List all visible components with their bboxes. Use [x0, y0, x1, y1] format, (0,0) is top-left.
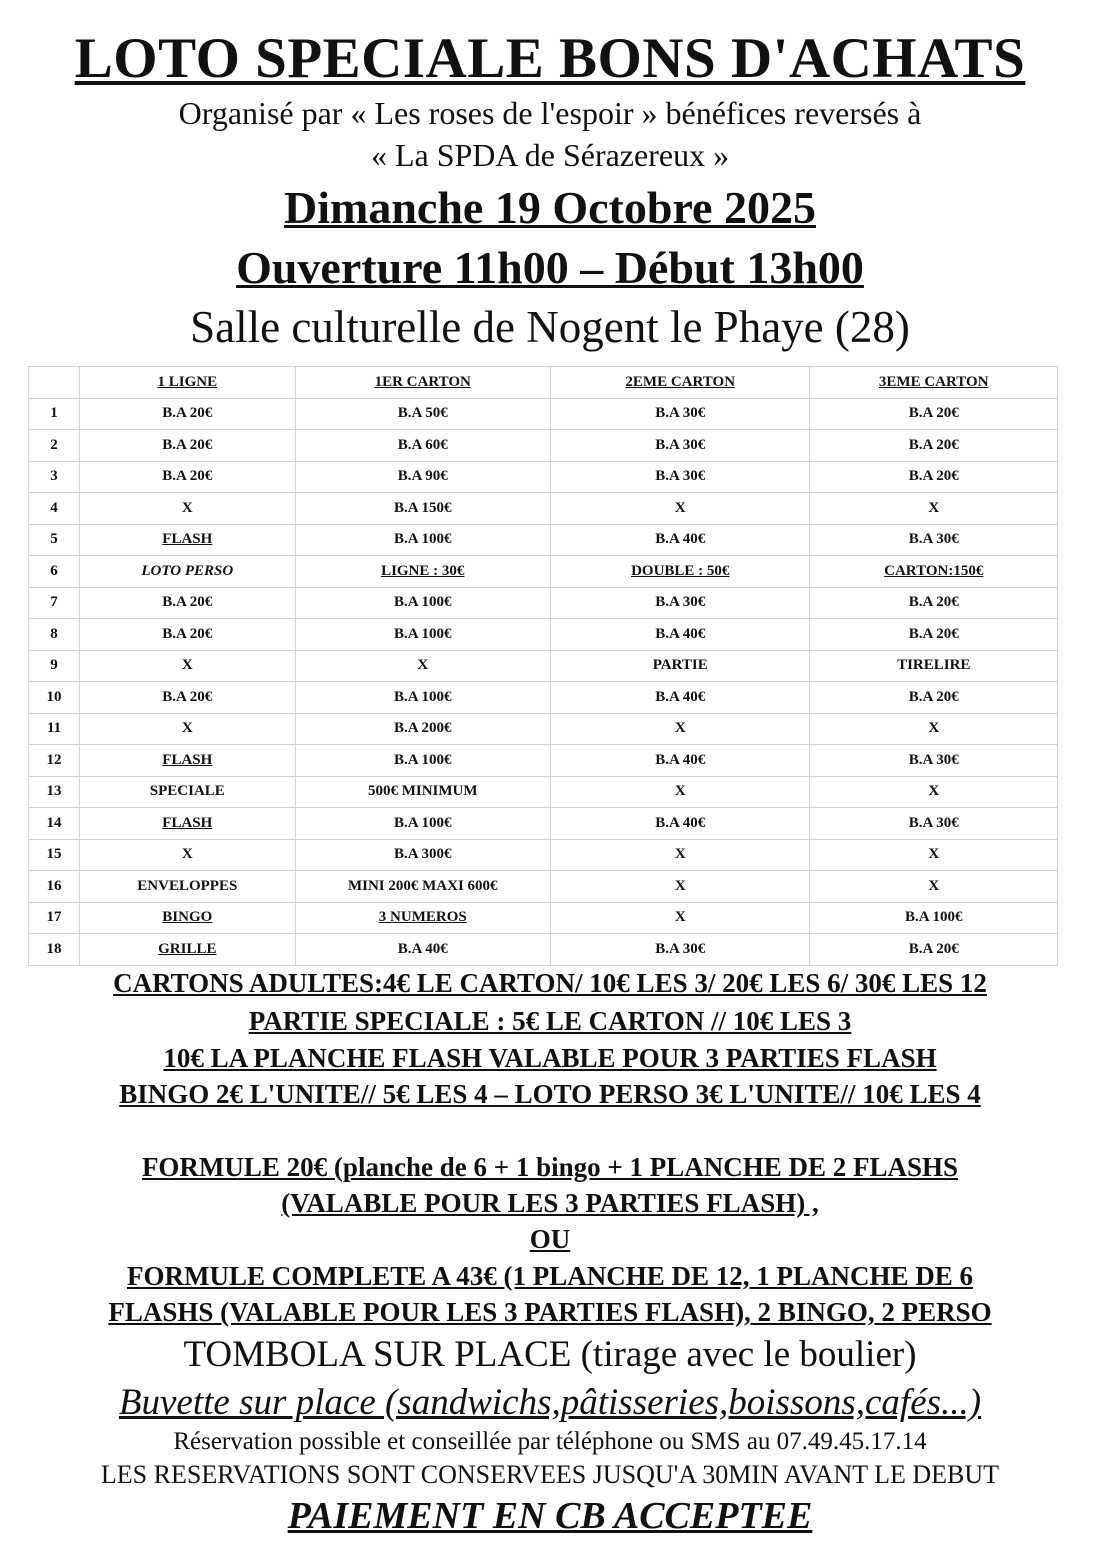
- prize-cell: B.A 90€: [295, 461, 550, 493]
- prize-cell: GRILLE: [80, 934, 295, 966]
- organiser-line-1: Organisé par « Les roses de l'espoir » bénéfices reversés à: [178, 95, 922, 131]
- table-row: [29, 650, 1058, 682]
- prize-cell: X: [295, 650, 550, 682]
- event-venue: Salle culturelle de Nogent le Phaye (28): [190, 302, 910, 352]
- prize-cell: B.A 40€: [295, 934, 550, 966]
- reservation-note: LES RESERVATIONS SONT CONSERVEES JUSQU'A 30MIN AVANT LE DEBUT: [100, 1460, 1000, 1489]
- prize-cell: B.A 20€: [810, 682, 1058, 714]
- prize-cell: B.A 30€: [810, 745, 1058, 777]
- table-header-cell: 1ER CARTON: [295, 367, 550, 399]
- table-row: [29, 713, 1058, 745]
- prize-cell: B.A 40€: [550, 524, 810, 556]
- prize-cell: B.A 60€: [295, 430, 550, 462]
- prize-cell: B.A 30€: [550, 461, 810, 493]
- game-number-cell: 18: [29, 934, 80, 966]
- prize-cell: X: [550, 493, 810, 525]
- table-header-cell: 2EME CARTON: [550, 367, 810, 399]
- prize-cell: CARTON:150€: [810, 556, 1058, 588]
- game-number-cell: 4: [29, 493, 80, 525]
- prize-cell: B.A 20€: [810, 619, 1058, 651]
- formula-or: OU: [529, 1224, 571, 1254]
- game-number-cell: 9: [29, 650, 80, 682]
- game-number-cell: 1: [29, 398, 80, 430]
- prize-cell: B.A 30€: [550, 430, 810, 462]
- game-number-cell: 8: [29, 619, 80, 651]
- prize-cell: X: [550, 839, 810, 871]
- prize-cell: B.A 50€: [295, 398, 550, 430]
- table-header-cell: [29, 367, 80, 399]
- prize-cell: B.A 100€: [295, 524, 550, 556]
- prize-cell: B.A 150€: [295, 493, 550, 525]
- prize-cell: B.A 20€: [810, 934, 1058, 966]
- game-number-cell: 5: [29, 524, 80, 556]
- prize-cell: B.A 40€: [550, 619, 810, 651]
- prize-cell: B.A 20€: [80, 619, 295, 651]
- prize-cell: BINGO: [80, 902, 295, 934]
- game-number-cell: 6: [29, 556, 80, 588]
- formula-complete-line-1: FORMULE COMPLETE A 43€ (1 PLANCHE DE 12, 1 PLANCHE DE 6: [126, 1261, 974, 1291]
- prize-cell: B.A 20€: [810, 587, 1058, 619]
- prize-cell: B.A 20€: [80, 587, 295, 619]
- table-row: [29, 398, 1058, 430]
- game-number-cell: 17: [29, 902, 80, 934]
- prize-cell: LOTO PERSO: [80, 556, 295, 588]
- table-row: [29, 619, 1058, 651]
- prize-cell: B.A 100€: [295, 587, 550, 619]
- prize-cell: B.A 100€: [295, 682, 550, 714]
- table-row: [29, 524, 1058, 556]
- prize-cell: TIRELIRE: [810, 650, 1058, 682]
- formula-complete-line-2: FLASHS (VALABLE POUR LES 3 PARTIES FLASH), 2 BINGO, 2 PERSO: [108, 1297, 992, 1327]
- pricing-line-flash: 10€ LA PLANCHE FLASH VALABLE POUR 3 PARTIES FLASH: [163, 1043, 937, 1073]
- prize-cell: B.A 30€: [810, 524, 1058, 556]
- game-number-cell: 10: [29, 682, 80, 714]
- prize-cell: B.A 40€: [550, 808, 810, 840]
- prize-cell: B.A 20€: [80, 461, 295, 493]
- prize-cell: B.A 30€: [550, 934, 810, 966]
- prize-cell: FLASH: [80, 808, 295, 840]
- prize-cell: X: [550, 776, 810, 808]
- prize-cell: B.A 30€: [550, 398, 810, 430]
- tombola-text: TOMBOLA SUR PLACE (tirage avec le boulier): [183, 1334, 917, 1375]
- prize-cell: B.A 30€: [810, 808, 1058, 840]
- prize-cell: X: [550, 902, 810, 934]
- table-row: [29, 493, 1058, 525]
- prize-cell: B.A 20€: [80, 430, 295, 462]
- table-row: [29, 808, 1058, 840]
- table-row: [29, 902, 1058, 934]
- prize-cell: B.A 300€: [295, 839, 550, 871]
- game-number-cell: 15: [29, 839, 80, 871]
- table-row: [29, 556, 1058, 588]
- reservation-text: Réservation possible et conseillée par téléphone ou SMS au 07.49.45.17.14: [173, 1428, 927, 1455]
- table-row: [29, 839, 1058, 871]
- prize-cell: B.A 100€: [295, 745, 550, 777]
- prize-cell: B.A 20€: [80, 398, 295, 430]
- prize-cell: B.A 40€: [550, 682, 810, 714]
- prize-cell: DOUBLE : 50€: [550, 556, 810, 588]
- prize-cell: PARTIE: [550, 650, 810, 682]
- formula-20-line-2: (VALABLE POUR LES 3 PARTIES FLASH) ,: [281, 1188, 819, 1218]
- event-hours: Ouverture 11h00 – Début 13h00: [236, 242, 864, 293]
- table-row: [29, 871, 1058, 903]
- prize-table: [28, 366, 1058, 966]
- prize-cell: B.A 100€: [810, 902, 1058, 934]
- prize-cell: X: [810, 713, 1058, 745]
- prize-cell: X: [80, 493, 295, 525]
- game-number-cell: 14: [29, 808, 80, 840]
- event-date: Dimanche 19 Octobre 2025: [284, 182, 816, 233]
- prize-cell: X: [810, 839, 1058, 871]
- prize-cell: X: [810, 493, 1058, 525]
- buvette-text: Buvette sur place (sandwichs,pâtisseries,boissons,cafés...): [118, 1382, 982, 1423]
- table-row: [29, 682, 1058, 714]
- prize-cell: FLASH: [80, 745, 295, 777]
- prize-cell: X: [550, 871, 810, 903]
- prize-cell: B.A 20€: [810, 461, 1058, 493]
- prize-cell: FLASH: [80, 524, 295, 556]
- table-header-cell: 1 LIGNE: [80, 367, 295, 399]
- prize-cell: B.A 20€: [80, 682, 295, 714]
- payment-text: PAIEMENT EN CB ACCEPTEE: [287, 1495, 813, 1537]
- prize-cell: B.A 200€: [295, 713, 550, 745]
- prize-cell: 3 NUMEROS: [295, 902, 550, 934]
- prize-cell: X: [80, 650, 295, 682]
- table-header-cell: 3EME CARTON: [810, 367, 1058, 399]
- prize-cell: X: [550, 713, 810, 745]
- table-row: [29, 776, 1058, 808]
- prize-cell: MINI 200€ MAXI 600€: [295, 871, 550, 903]
- game-number-cell: 2: [29, 430, 80, 462]
- prize-cell: 500€ MINIMUM: [295, 776, 550, 808]
- prize-cell: X: [80, 839, 295, 871]
- prize-cell: X: [80, 713, 295, 745]
- table-row: [29, 934, 1058, 966]
- game-number-cell: 11: [29, 713, 80, 745]
- pricing-line-special-game: PARTIE SPECIALE : 5€ LE CARTON // 10€ LES 3: [248, 1006, 852, 1036]
- prize-cell: B.A 100€: [295, 808, 550, 840]
- prize-cell: B.A 20€: [810, 398, 1058, 430]
- game-number-cell: 13: [29, 776, 80, 808]
- game-number-cell: 12: [29, 745, 80, 777]
- game-number-cell: 16: [29, 871, 80, 903]
- prize-cell: X: [810, 776, 1058, 808]
- prize-cell: LIGNE : 30€: [295, 556, 550, 588]
- prize-cell: SPECIALE: [80, 776, 295, 808]
- game-number-cell: 7: [29, 587, 80, 619]
- pricing-line-adult-cards: CARTONS ADULTES:4€ LE CARTON/ 10€ LES 3/ 20€ LES 6/ 30€ LES 12: [113, 968, 987, 998]
- prize-cell: B.A 40€: [550, 745, 810, 777]
- table-row: [29, 745, 1058, 777]
- prize-cell: X: [810, 871, 1058, 903]
- prize-cell: ENVELOPPES: [80, 871, 295, 903]
- prize-cell: B.A 20€: [810, 430, 1058, 462]
- table-header-row: [29, 367, 1058, 399]
- table-row: [29, 430, 1058, 462]
- table-row: [29, 587, 1058, 619]
- game-number-cell: 3: [29, 461, 80, 493]
- pricing-line-bingo-perso: BINGO 2€ L'UNITE// 5€ LES 4 – LOTO PERSO 3€ L'UNITE// 10€ LES 4: [119, 1079, 981, 1109]
- table-row: [29, 461, 1058, 493]
- organiser-line-2: « La SPDA de Sérazereux »: [370, 137, 730, 173]
- prize-cell: B.A 100€: [295, 619, 550, 651]
- formula-20-line-1: FORMULE 20€ (planche de 6 + 1 bingo + 1 PLANCHE DE 2 FLASHS: [141, 1152, 959, 1182]
- prize-cell: B.A 30€: [550, 587, 810, 619]
- poster-title: LOTO SPECIALE BONS D'ACHATS: [74, 27, 1026, 90]
